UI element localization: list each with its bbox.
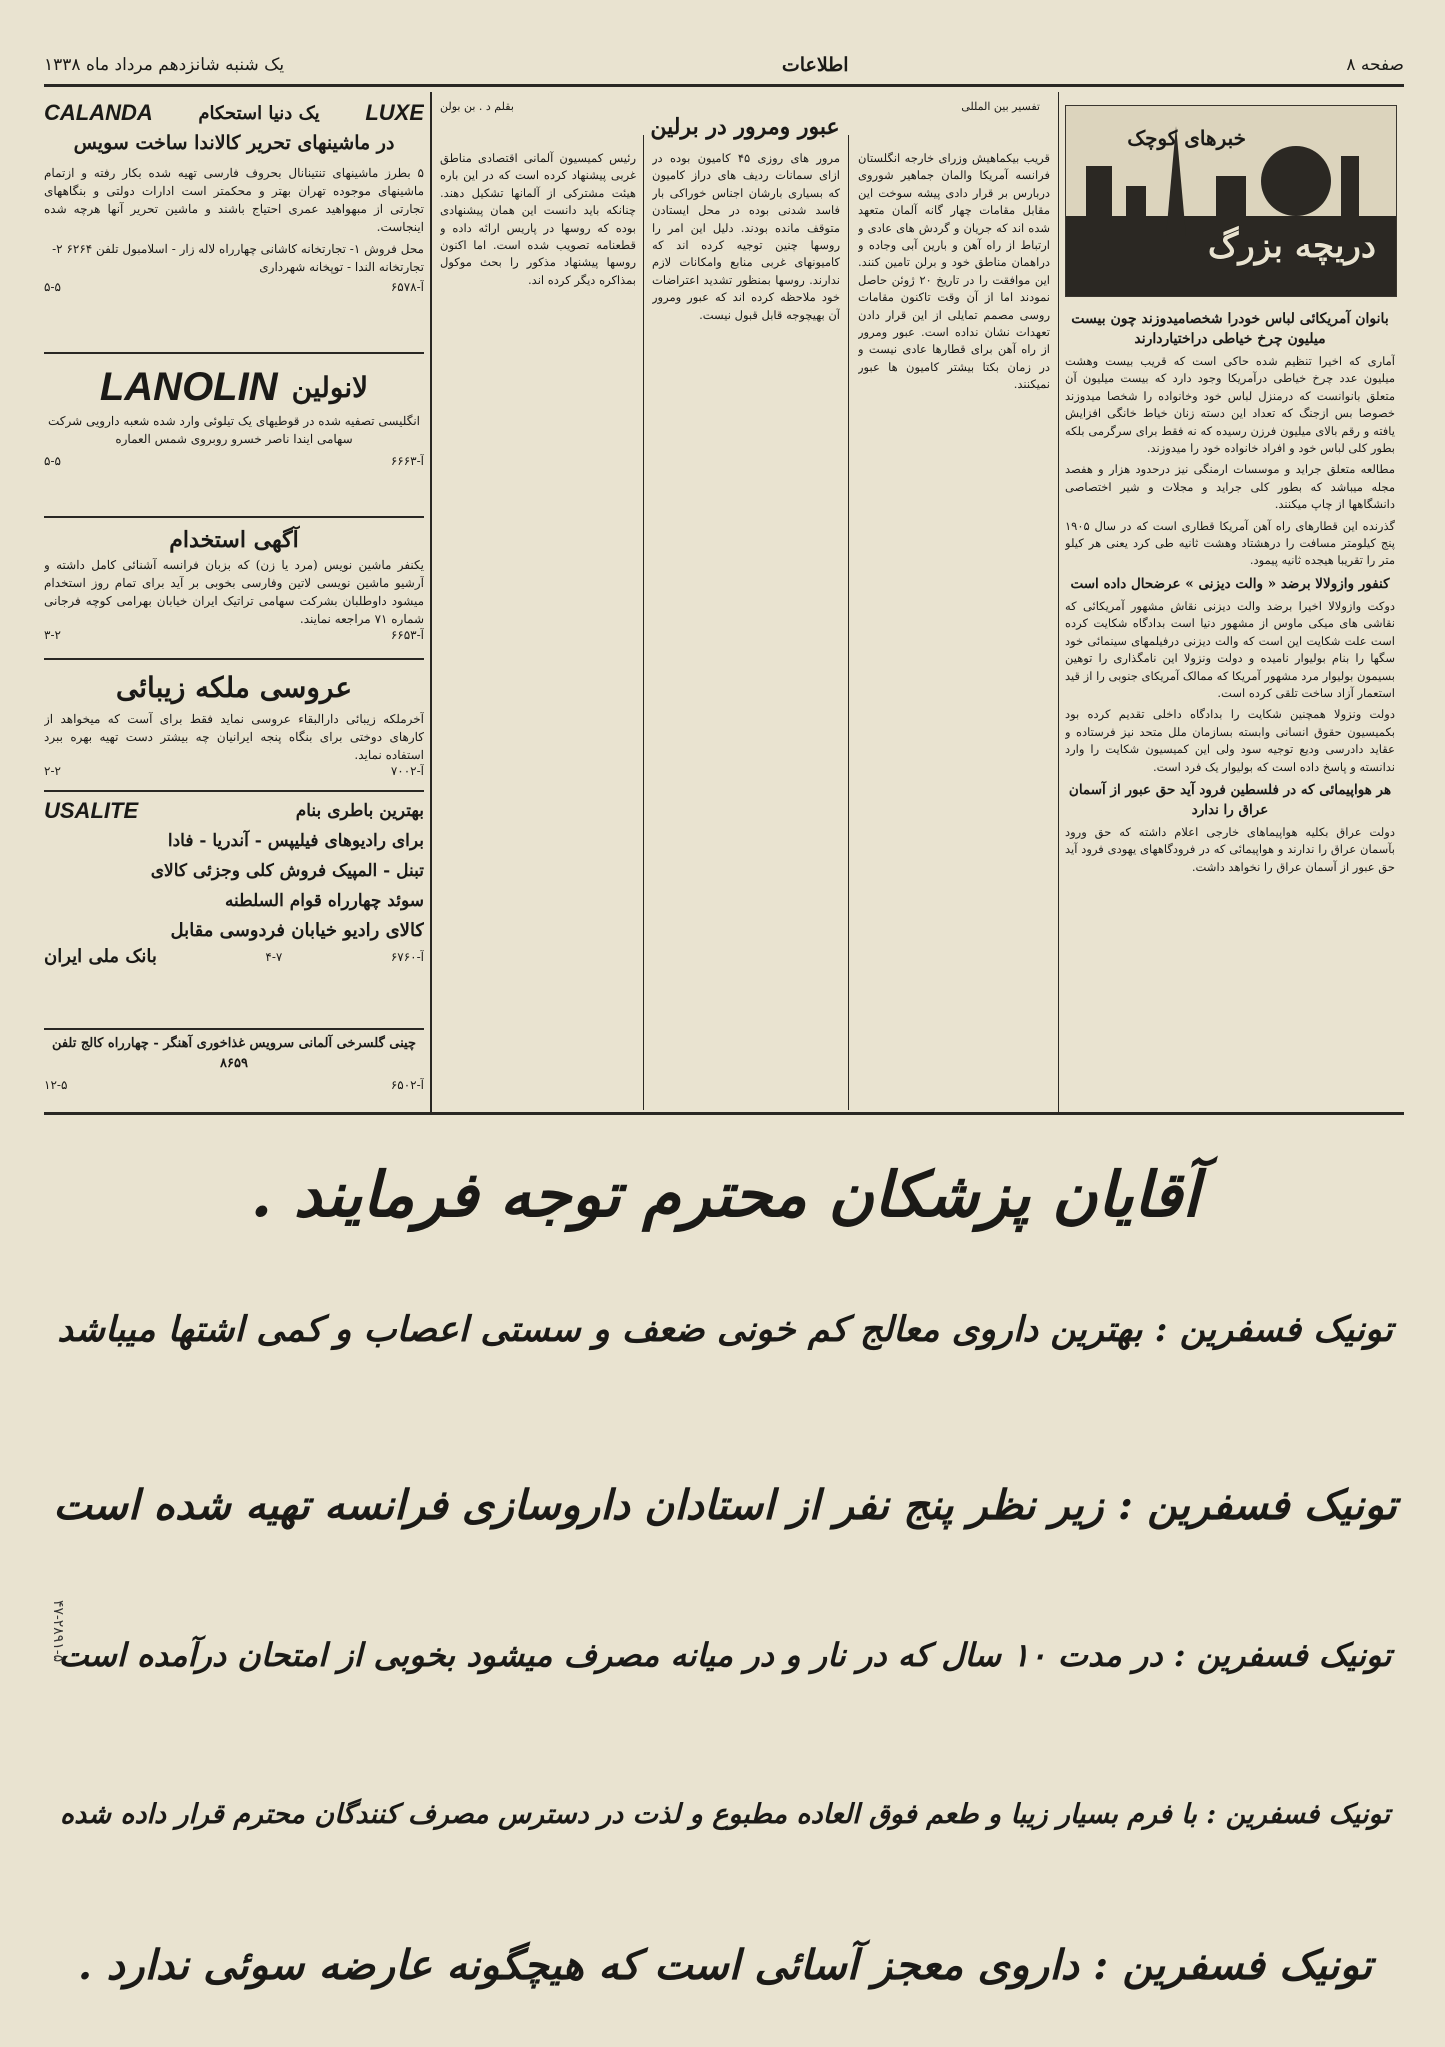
hiring-ad <box>44 524 424 654</box>
calanda-body: ۵ بطرز ماشینهای تنتینانال بحروف فارسی تهیه شده بکار رفته و ازتمام ماشینهای موجوده تهران بهتر و محکمتر است ادارات دولتی و بنگاههای تجارتی از مبهواهید عمری احتیاج باشند و ماشین تحریر آنها هرچه شده اینجاست. <box>44 166 424 234</box>
masthead-rule <box>44 84 1404 87</box>
china-num: ۱۲-۵ <box>44 1078 68 1092</box>
big-ad-line: تونیک فسفرین : بهترین داروی معالج کم خونی ضعف و سستی اعصاب و کمی اشتها میباشد <box>57 1309 1393 1350</box>
calanda-brand: CALANDA <box>44 100 153 125</box>
usalite-line4: سوئد چهارراه قوام السلطنه <box>224 891 424 911</box>
ad-divider <box>44 352 424 354</box>
hiring-num: ۳-۲ <box>44 628 61 642</box>
usalite-line5: کالای رادیو خیابان فردوسی مقابل <box>170 920 424 941</box>
article-headline: عبور ومرور در برلین <box>650 114 840 140</box>
news-paragraph: آماری که اخیرا تنظیم شده حاکی است که قریب بیست وهشت میلیون عدد چرخ خیاطی درآمریکا وجود دارد که بیست میلیون آن متعلق بانوانست که درمنزل لباس خود وخانواده را شخصا میدوزند خصوصا بس ازجنگ که تعداد این دسته زنان خیاط خانگی افزایش یافته و رقم بالای میلیون فرزن رسیده که نه فقط برای سرگرمی بلکه بطور کلی لباس خود و افراد خانواده خود را میدوزند. <box>1065 354 1395 456</box>
news-headline: بانوان آمریکائی لباس خودرا شخصامیدوزند چون بیست میلیون چرخ خیاطی دراختیاردارند <box>1071 311 1389 347</box>
column-divider <box>848 135 849 1110</box>
big-ad-side-code: ۴۷-۲۸۹۱-۵ <box>50 1600 66 1663</box>
china-ad <box>44 1034 424 1110</box>
news-headline: کنفور وازولالا برضد « والت دیزنی » عرضحال داده است <box>1070 575 1390 592</box>
news-headline: هر هواپیمائی که در فلسطین فرود آید حق عبور از آسمان عراق را ندارد <box>1068 781 1392 818</box>
big-ad-line: تونیک فسفرین : در مدت ۱۰ سال که در نار و در میانه مصرف میشود بخوبی از امتحان درآمده است <box>58 1636 1392 1674</box>
lanolin-num: ۵-۵ <box>44 454 61 468</box>
hiring-body: یکنفر ماشین نویس (مرد یا زن) که بزبان فرانسه آشنائی کامل داشته و آرشیو ماشین نویسی لاتین وفارسی بخوبی بر آید برای تمام روز استخدام میشود داوطلبان بشرکت سهامی تراتیک ایران خیابان بهرامی کوچه فرجانی شماره ۷۱ مراجعه نمایند. <box>44 558 424 626</box>
calanda-address: محل فروش ۱- تجارتخانه کاشانی چهارراه لاله زار - اسلامبول تلفن ۶۲۶۴ ۲- تجارتخانه الندا - توپخانه شهرداری <box>52 242 424 274</box>
beauty-code: آ-۷۰۰۲ <box>390 764 424 778</box>
newspaper-name: اطلاعات <box>781 54 849 76</box>
calanda-ad <box>44 98 424 348</box>
beauty-body: آخرملکه زیبائی دارالبقاء عروسی نماید فقط برای آست که میخواهد از کارهای دوختی برای بنگاه پنجه ایرانیان چه بیشتر دست تهیه بهره ببرد استفاده نماید. <box>44 712 424 762</box>
usalite-ad <box>44 796 424 1026</box>
masthead <box>44 50 1404 80</box>
news-paragraph: دولت عراق بکلیه هواپیماهای خارجی اعلام داشته که حق ورود بآسمان عراق را ندارند و هواپیمائی که در فرودگاههای یهودی فرود آید حق عبور از آسمان عراق را نخواهد داشت. <box>1065 824 1395 874</box>
article-byline-left: بقلم د . بن بولن <box>440 100 514 113</box>
usalite-code: آ-۶۷۶۰ <box>390 949 424 964</box>
issue-date: یک شنبه شانزدهم مرداد ماه ۱۳۳۸ <box>44 55 285 75</box>
calanda-luxe: LUXE <box>365 100 424 125</box>
beauty-title: عروسی ملکه زیبائی <box>115 671 353 704</box>
lanolin-body: انگلیسی تصفیه شده در قوطیهای یک تیلوئی وارد شده شعبه دارویی شرکت سهامی ایندا ناصر خسرو روبروی شمس العماره <box>47 414 421 446</box>
hiring-code: آ-۶۶۵۳ <box>390 628 424 642</box>
big-ad-line: تونیک فسفرین : با فرم بسیار زیبا و طعم فوق العاده مطبوع و لذت در دسترس مصرف کنندگان محترم قرار داده شده <box>60 1799 1390 1830</box>
article-column: قریب بیکماهیش وزرای خارجه انگلستان فرانسه آمریکا والمان جماهیر شوروی دربارس بر قرار دادی پیشه سوخت این مقابل مقامات چهار گانه آلمان متعهد شده اند که جریان و گردش های عادی و ارتباط از راه آهن و بارین آبی وجاده و دراهمان مناطق خود و برلن تامین کنند. این موافقت را در تاریخ ۲۰ ژوئن حاصل نمودند اما از آن وقت تاکنون مقامات روسی مصمم تمایلی از این قرار دادن تعهدات نشان نداده است. عبور ومرور از راه آهن برای قطارها عادی نیست و در زمان بکتا بیشتر کامیون ها عبور نمیکنند. <box>858 151 1050 392</box>
usalite-line6: بانک ملی ایران <box>44 946 157 967</box>
calanda-code: آ-۶۵۷۸ <box>390 280 424 294</box>
calanda-num: ۵-۵ <box>44 280 61 294</box>
news-paragraph: دولت ونزولا همچنین شکایت را بدادگاه داخلی تقدیم کرده بود بکمیسیون حقوق انسانی وابسته بسازمان ملل متحد نیز فرستاده و عقاید دادرسی ودیع توجیه سود ولی این کمیسیون شکایت را وارد ندانسته و پاسخ داده است که بولیوار یک فرد است. <box>1065 707 1395 774</box>
news-paragraph: مطالعه متعلق جراید و موسسات ارمنگی نیز درحدود هزار و هفصد مجله میباشد که بطور کلی جراید و مجلات و شیر اختصاصی دانشگاهها از چاپ میکنند. <box>1065 462 1395 512</box>
big-ad-line: تونیک فسفرین : داروی معجز آسائی است که هیچگونه عارضه سوئی ندارد . <box>77 1941 1373 1989</box>
usalite-line2: برای رادیوهای فیلیپس - آندریا - فادا <box>167 831 424 851</box>
column-divider <box>643 135 644 1110</box>
column-title: دریچه بزرگ <box>1207 226 1376 266</box>
column-divider <box>1058 92 1059 1112</box>
beauty-queen-ad <box>44 666 424 786</box>
usalite-brand: USALITE <box>44 798 139 823</box>
big-ad-title: آقایان پزشکان محترم توجه فرمایند . <box>250 1158 1200 1231</box>
news-paragraph: دوکت وازولالا اخیرا برضد والت دیزنی نقاش مشهور آمریکائی که نقاشی های میکی ماوس از مشهور دنیا است بدادگاه شکایت کرده است علت شکایت این است که والت دیزنی درفیلمهای سینمائی خود سگها را بنام بولیوار نامیده و دولت ونزولا این نامگذاری را توهین بسیمون بولیوار مرد مشهور آمریکا که ممالک آمریکای جنوبی را از قید استعمار آزاد ساخت تلقی کرده است. <box>1065 598 1395 700</box>
lanolin-latin: LANOLIN <box>99 364 278 409</box>
lanolin-code: آ-۶۶۶۳ <box>390 454 424 468</box>
china-code: آ-۶۵۰۲ <box>390 1078 424 1092</box>
column-logo <box>1065 105 1397 297</box>
article-column: رئیس کمیسیون آلمانی اقتصادی مناطق غربی پیشنهاد کرده است که در این باره هیئت مشترکی از آلمانها تشکیل دهند. چنانکه باید دانست این همان پیشنهادی بوده که روسها در پاریس ارائه داده و قطعنامه تصویب شده است. اما اکنون روسها پیشنهاد مذکور را بحث موکول بمذاکره دیگر کرده اند. <box>440 151 636 287</box>
lanolin-ad <box>44 362 424 512</box>
calanda-slogan: یک دنیا استحکام <box>198 102 320 124</box>
news-paragraph: گذرنده این قطارهای راه آهن آمریکا قطاری است که در سال ۱۹۰۵ پنج کیلومتر مسافت را درهشتاد وهشت ثانیه طی کرد یعنی هر کیلو متر را تقریبا هیجده ثانیه پیمود. <box>1065 518 1395 568</box>
ad-divider <box>44 1028 424 1030</box>
ad-divider <box>44 790 424 792</box>
column-divider <box>430 92 432 1112</box>
china-body: چینی گلسرخی آلمانی سرویس غذاخوری آهنگر - چهارراه کالج تلفن ۸۶۵۹ <box>51 1036 417 1071</box>
calanda-headline: در ماشینهای تحریر کالاندا ساخت سویس <box>73 132 395 154</box>
small-news-column <box>1065 305 1395 1110</box>
ad-divider <box>44 516 424 518</box>
hiring-title: آگهی استخدام <box>169 527 299 553</box>
article-column: مرور های روزی ۴۵ کامیون بوده در ازای سمانات ردیف های دراز کامیون که بسیاری بارشان اجناس خوراکی بار فاسد شدنی بوده در محل ایستادن متوقف مانده بودند. دلیل این امر را روسها چنین توجیه کرده اند که کامیونهای غربی منابع وامکانات لازم ندارند. روسها بمنظور تشدید اعتراضات خود ملاحظه کرده اند که عبور ومرور آن بهیچوجه قابل قبول نیست. <box>652 151 840 322</box>
big-ad-line: تونیک فسفرین : زیر نظر پنج نفر از استادان داروسازی فرانسه تهیه شده است <box>53 1481 1397 1529</box>
bottom-rule <box>44 1112 1404 1115</box>
usalite-line1: بهترین باطری بنام <box>295 801 424 821</box>
column-subtitle: خبرهای کوچک <box>1127 126 1246 150</box>
lanolin-persian: لانولین <box>291 370 369 404</box>
article-byline-right: تفسیر بین المللی <box>961 100 1040 113</box>
usalite-num: ۴-۷ <box>265 949 283 964</box>
page-number: صفحه ۸ <box>1346 55 1404 75</box>
beauty-num: ۲-۲ <box>44 764 61 778</box>
usalite-line3: تبنل - المپیک فروش کلی وجزئی کالای <box>150 861 424 881</box>
ad-divider <box>44 658 424 660</box>
